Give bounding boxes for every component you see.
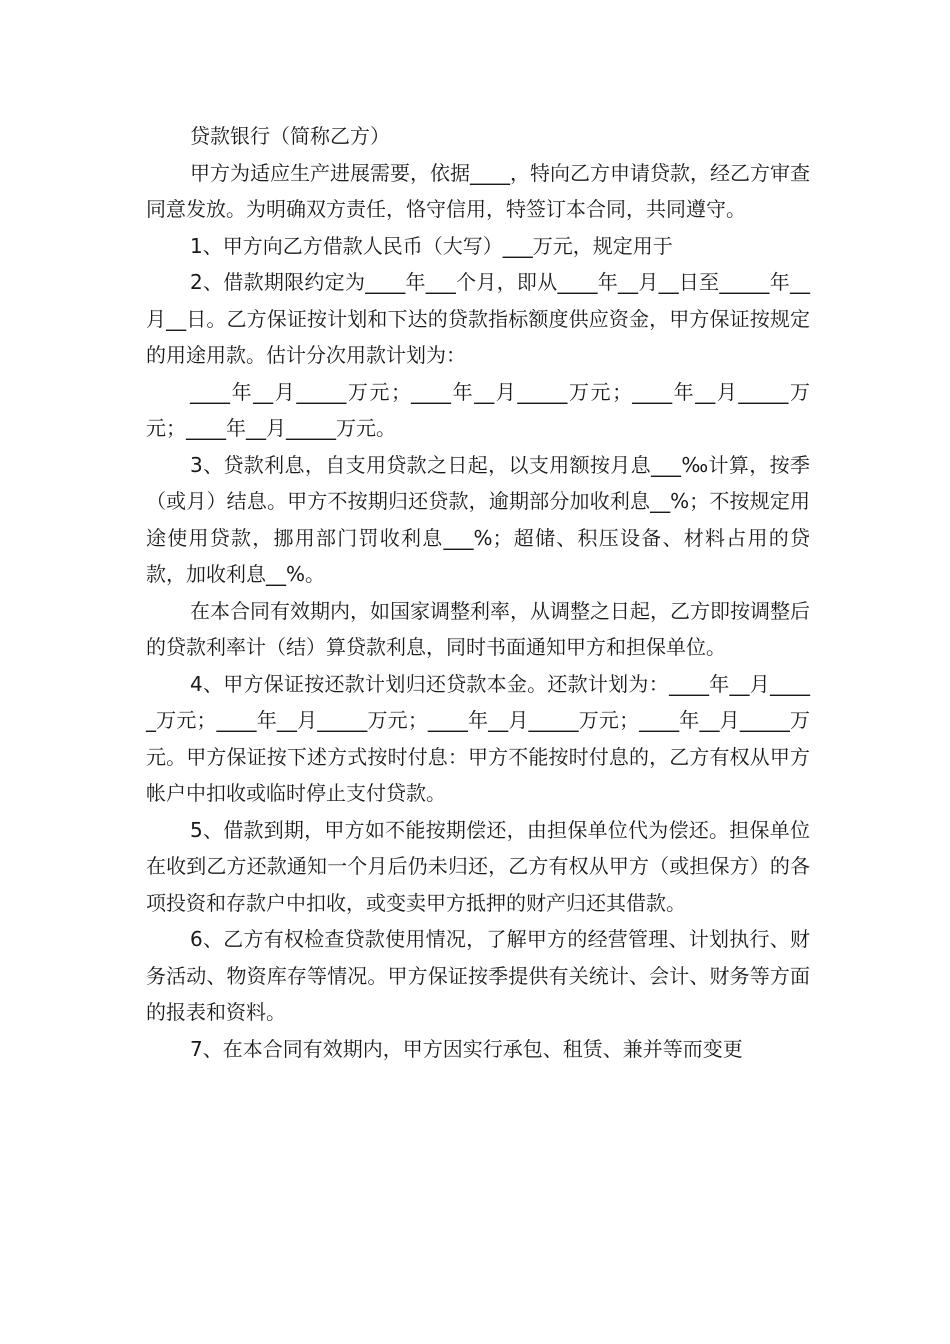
clause-5-default: 5、借款到期，甲方如不能按期偿还，由担保单位代为偿还。担保单位在收到乙方还款通知一个月后仍未归还，乙方有权从甲方（或担保方）的各项投资和存款户中扣收，或变卖甲方抵押的财产归还其借款。 xyxy=(146,817,810,915)
clause-3-rate-adjustment: 在本合同有效期内，如国家调整利率，从调整之日起，乙方即按调整后的贷款利率计（结）算贷款利息，同时书面通知甲方和担保单位。 xyxy=(146,598,810,659)
paragraph-lender-bank: 贷款银行（简称乙方） xyxy=(190,124,390,148)
clause-3-interest: 3、贷款利息，自支用贷款之日起，以支用额按月息___‰计算，按季（或月）结息。甲方不按期归还贷款，逾期部分加收利息__%；不按规定用途使用贷款，挪用部门罚收利息___%；超储、积压设备、材料占用的贷款，加收利息__%。 xyxy=(146,452,810,586)
clause-2-loan-term: 2、借款期限约定为____年___个月，即从____年__月__日至_____年__月__日。乙方保证按计划和下达的贷款指标额度供应资金，甲方保证按规定的用途用款。估计分次用款计划为： xyxy=(146,270,810,367)
clause-7-changes: 7、在本合同有效期内，甲方因实行承包、租赁、兼并等而变更 xyxy=(190,1036,743,1061)
clause-2-drawdown-schedule: ____年__月_____万元；____年__月_____万元；____年__月_____万元；____年__月_____万元。 xyxy=(146,379,810,440)
clause-4-repayment: 4、甲方保证按还款计划归还贷款本金。还款计划为：____年__月_____万元；____年__月_____万元；____年__月_____万元；____年__月_____万元。甲方保证按下述方式按时付息：甲方不能按时付息的，乙方有权从甲方帐户中扣收或临时停止支付贷款。 xyxy=(146,671,810,805)
clause-6-inspection: 6、乙方有权检查贷款使用情况，了解甲方的经营管理、计划执行、财务活动、物资库存等情况。甲方保证按季提供有关统计、会计、财务等方面的报表和资料。 xyxy=(146,927,810,1024)
paragraph-intro: 甲方为适应生产进展需要，依据____，特向乙方申请贷款，经乙方审查同意发放。为明确双方责任，恪守信用，特签订本合同，共同遵守。 xyxy=(146,160,810,221)
document-body xyxy=(146,118,810,1067)
clause-1-loan-amount: 1、甲方向乙方借款人民币（大写）___万元，规定用于 xyxy=(190,233,673,258)
